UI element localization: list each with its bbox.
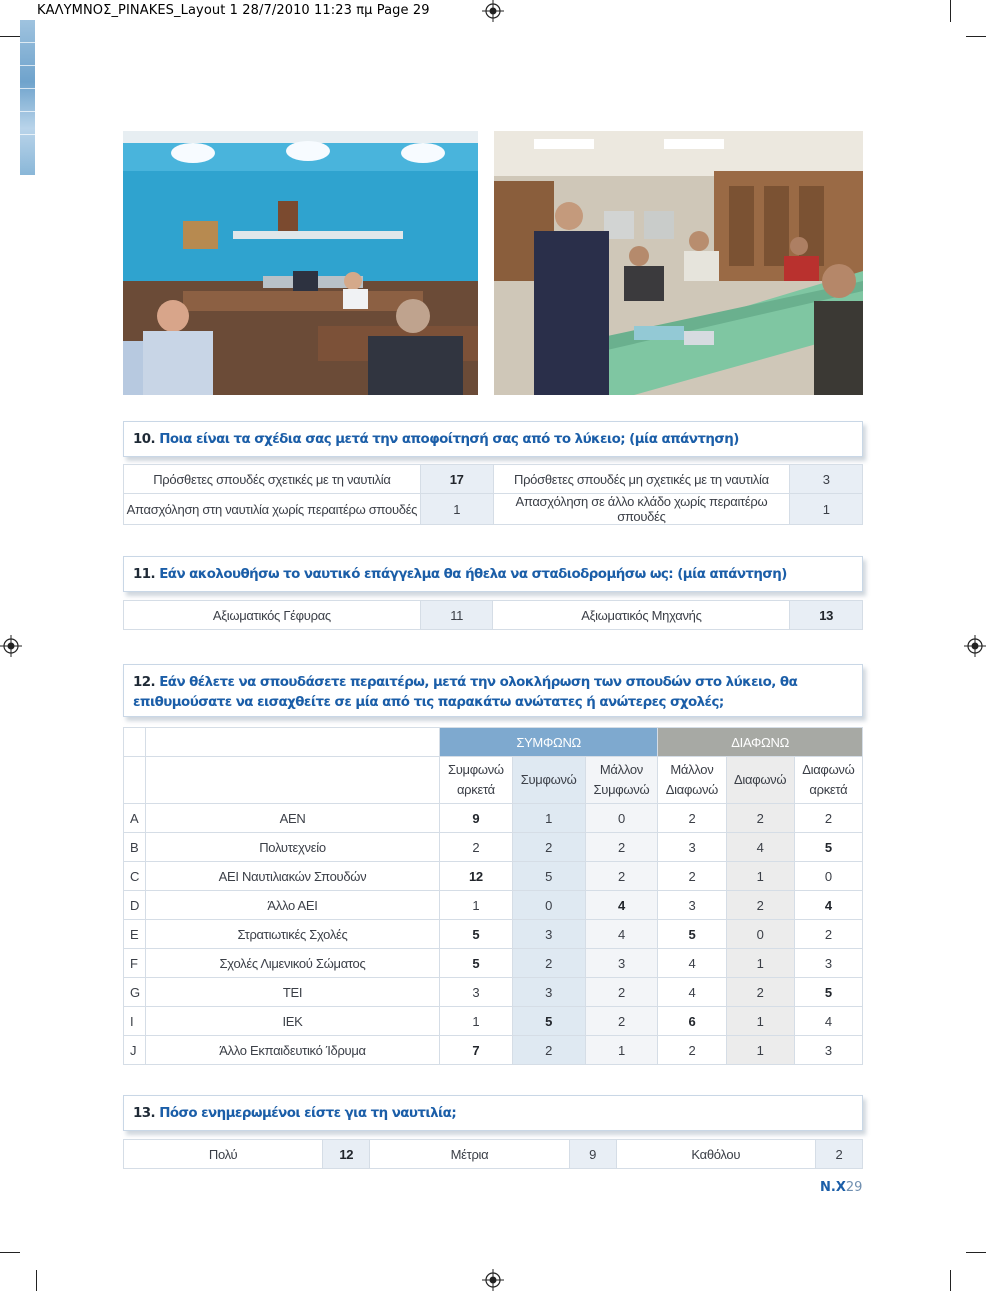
crop-mark	[950, 1270, 951, 1291]
response-count: 12	[440, 862, 513, 891]
answer-label: Πρόσθετες σπουδές σχετικές με τη ναυτιλία	[124, 465, 421, 494]
response-count: 2	[726, 978, 794, 1007]
crop-mark	[0, 36, 20, 37]
answer-label: Απασχόληση στη ναυτιλία χωρίς περαιτέρω σπουδές	[124, 494, 421, 525]
answer-label: Καθόλου	[616, 1140, 815, 1169]
answer-count: 1	[790, 494, 863, 525]
institution-name: Πολυτεχνείο	[146, 833, 440, 862]
question-13-title: 13. Πόσο ενημερωμένοι είστε για τη ναυτιλία;	[133, 1106, 457, 1121]
row-letter: G	[124, 978, 146, 1007]
response-count: 2	[585, 833, 658, 862]
answer-count: 11	[420, 601, 493, 630]
response-count: 0	[794, 862, 862, 891]
row-letter: E	[124, 920, 146, 949]
response-count: 5	[512, 862, 585, 891]
row-letter: B	[124, 833, 146, 862]
response-count: 2	[512, 1036, 585, 1065]
empty-cell	[124, 728, 146, 757]
disagree-group-header: ΔΙΑΦΩΝΩ	[658, 728, 863, 757]
response-count: 5	[794, 833, 862, 862]
response-count: 3	[440, 978, 513, 1007]
response-count: 5	[794, 978, 862, 1007]
column-header: Συμφωνώ	[512, 757, 585, 804]
answer-count: 12	[323, 1140, 370, 1169]
institution-name: ΑΕΙ Ναυτιλιακών Σπουδών	[146, 862, 440, 891]
row-letter: F	[124, 949, 146, 978]
column-header: Διαφωνώ αρκετά	[794, 757, 862, 804]
crop-mark	[966, 36, 986, 37]
answer-label: Πολύ	[124, 1140, 323, 1169]
response-count: 9	[440, 804, 513, 833]
table-row	[124, 1007, 863, 1036]
response-count: 2	[658, 862, 726, 891]
registration-mark-icon	[0, 635, 22, 657]
response-count: 2	[658, 1036, 726, 1065]
response-count: 3	[794, 1036, 862, 1065]
answer-count: 13	[790, 601, 863, 630]
response-count: 4	[794, 891, 862, 920]
column-header: Συμφωνώ αρκετά	[440, 757, 513, 804]
table-header-row	[124, 728, 863, 757]
answer-count: 1	[420, 494, 493, 525]
institution-name: Άλλο ΑΕΙ	[146, 891, 440, 920]
response-count: 2	[794, 804, 862, 833]
answer-label: Πρόσθετες σπουδές μη σχετικές με τη ναυτιλία	[493, 465, 790, 494]
row-letter: A	[124, 804, 146, 833]
question-13-box	[123, 1095, 863, 1131]
response-count: 7	[440, 1036, 513, 1065]
lab-photo	[494, 131, 863, 395]
response-count: 5	[512, 1007, 585, 1036]
column-header: Μάλλον Συμφωνώ	[585, 757, 658, 804]
response-count: 1	[726, 1007, 794, 1036]
answer-count: 9	[569, 1140, 616, 1169]
print-slug: ΚΑΛΥΜΝΟΣ_PINAKES_Layout 1 28/7/2010 11:23 πμ Page 29	[37, 3, 430, 18]
institution-name: ΤΕΙ	[146, 978, 440, 1007]
crop-mark	[0, 1252, 20, 1253]
crop-mark	[36, 1270, 37, 1291]
response-count: 3	[658, 833, 726, 862]
institution-name: Σχολές Λιμενικού Σώματος	[146, 949, 440, 978]
response-count: 1	[440, 891, 513, 920]
question-12-title: 12. Εάν θέλετε να σπουδάσετε περαιτέρω, μετά την ολοκλήρωση των σπουδών στο λύκειο, θα επιθυμούσατε να εισαχθείτε σε μία από τις παρακάτω ανώτατες ή ανώτερες σχολές;	[133, 675, 798, 710]
crop-mark	[950, 0, 951, 22]
response-count: 5	[440, 949, 513, 978]
response-count: 2	[658, 804, 726, 833]
agree-group-header: ΣΥΜΦΩΝΩ	[440, 728, 658, 757]
table-row	[124, 804, 863, 833]
table-row	[124, 1140, 863, 1169]
response-count: 0	[726, 920, 794, 949]
response-count: 4	[658, 949, 726, 978]
response-count: 1	[585, 1036, 658, 1065]
answer-count: 17	[420, 465, 493, 494]
row-letter: I	[124, 1007, 146, 1036]
response-count: 4	[726, 833, 794, 862]
empty-cell	[124, 757, 146, 804]
institution-name: ΑΕΝ	[146, 804, 440, 833]
registration-mark-icon	[482, 0, 504, 22]
answer-label: Απασχόληση σε άλλο κλάδο χωρίς περαιτέρω σπουδές	[493, 494, 790, 525]
response-count: 2	[512, 833, 585, 862]
response-count: 4	[585, 891, 658, 920]
response-count: 2	[585, 1007, 658, 1036]
institution-name: ΙΕΚ	[146, 1007, 440, 1036]
table-row	[124, 465, 863, 494]
response-count: 1	[726, 862, 794, 891]
question-10-table	[123, 464, 863, 525]
table-row	[124, 949, 863, 978]
response-count: 5	[658, 920, 726, 949]
response-count: 1	[440, 1007, 513, 1036]
question-13-table	[123, 1139, 863, 1169]
question-10-box	[123, 421, 863, 457]
answer-label: Αξιωματικός Μηχανής	[493, 601, 790, 630]
response-count: 1	[726, 1036, 794, 1065]
classroom-photo	[123, 131, 478, 395]
empty-cell	[146, 757, 440, 804]
question-12-box	[123, 664, 863, 717]
response-count: 2	[726, 804, 794, 833]
response-count: 5	[440, 920, 513, 949]
column-header: Μάλλον Διαφωνώ	[658, 757, 726, 804]
table-row	[124, 601, 863, 630]
table-row	[124, 833, 863, 862]
table-row	[124, 978, 863, 1007]
response-count: 4	[585, 920, 658, 949]
empty-cell	[146, 728, 440, 757]
response-count: 2	[440, 833, 513, 862]
response-count: 3	[512, 920, 585, 949]
registration-mark-icon	[482, 1269, 504, 1291]
response-count: 3	[585, 949, 658, 978]
registration-mark-icon	[964, 635, 986, 657]
question-10-title: 10. Ποια είναι τα σχέδια σας μετά την αποφοίτησή σας από το λύκειο; (μία απάντηση)	[133, 432, 739, 447]
table-row	[124, 494, 863, 525]
answer-count: 2	[815, 1140, 862, 1169]
answer-count: 3	[790, 465, 863, 494]
response-count: 2	[794, 920, 862, 949]
response-count: 0	[512, 891, 585, 920]
response-count: 2	[726, 891, 794, 920]
table-row	[124, 1036, 863, 1065]
response-count: 2	[585, 862, 658, 891]
page-number: Ν.Χ29	[820, 1180, 863, 1195]
column-header: Διαφωνώ	[726, 757, 794, 804]
response-count: 3	[794, 949, 862, 978]
response-count: 4	[658, 978, 726, 1007]
question-12-table	[123, 727, 863, 1065]
response-count: 1	[512, 804, 585, 833]
response-count: 3	[512, 978, 585, 1007]
crop-mark	[966, 1252, 986, 1253]
question-11-box	[123, 556, 863, 592]
question-11-title: 11. Εάν ακολουθήσω το ναυτικό επάγγελμα θα ήθελα να σταδιοδρομήσω ως: (μία απάντηση)	[133, 567, 787, 582]
answer-label: Μέτρια	[370, 1140, 569, 1169]
row-letter: C	[124, 862, 146, 891]
table-row	[124, 891, 863, 920]
question-11-table	[123, 600, 863, 630]
response-count: 2	[585, 978, 658, 1007]
response-count: 4	[794, 1007, 862, 1036]
response-count: 6	[658, 1007, 726, 1036]
response-count: 2	[512, 949, 585, 978]
table-row	[124, 920, 863, 949]
response-count: 3	[658, 891, 726, 920]
table-subheader-row	[124, 757, 863, 804]
response-count: 0	[585, 804, 658, 833]
row-letter: D	[124, 891, 146, 920]
table-row	[124, 862, 863, 891]
color-calibration-bar	[20, 20, 35, 175]
institution-name: Στρατιωτικές Σχολές	[146, 920, 440, 949]
answer-label: Αξιωματικός Γέφυρας	[124, 601, 421, 630]
response-count: 1	[726, 949, 794, 978]
institution-name: Άλλο Εκπαιδευτικό Ίδρυμα	[146, 1036, 440, 1065]
row-letter: J	[124, 1036, 146, 1065]
